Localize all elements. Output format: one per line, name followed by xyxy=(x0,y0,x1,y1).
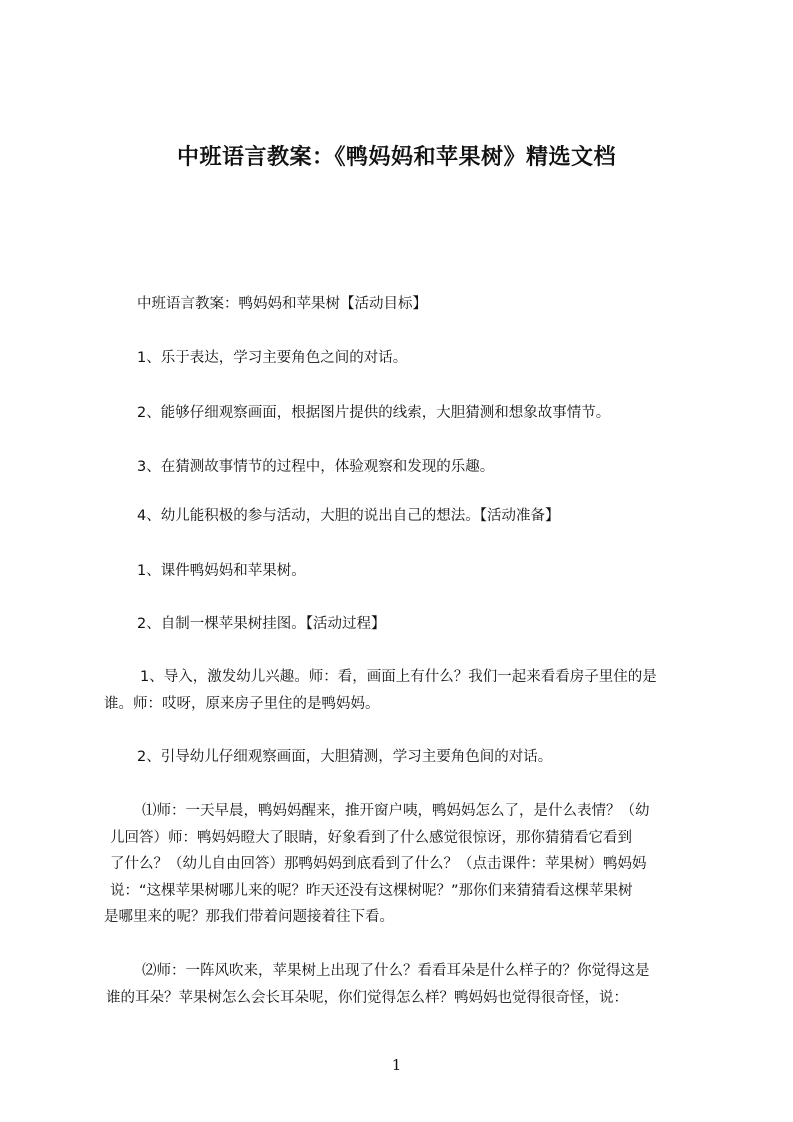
paragraph-step1-line-5: 是哪里来的呢？那我们带着问题接着往下看。 xyxy=(104,909,394,925)
paragraph-prep-1: 1、课件鸭妈妈和苹果树。 xyxy=(137,563,306,579)
paragraph-intro-line-1: 1、导入，激发幼儿兴趣。师：看，画面上有什么？我们一起来看看房子里住的是 xyxy=(140,669,657,685)
paragraph-step1-line-2: 儿回答）师：鸭妈妈瞪大了眼睛，好象看到了什么感觉很惊讶，那你猜猜看它看到 xyxy=(110,830,632,846)
paragraph-objective-3: 3、在猜测故事情节的过程中，体验观察和发现的乐趣。 xyxy=(137,459,495,475)
paragraph-step1-line-3: 了什么？（幼儿自由回答）那鸭妈妈到底看到了什么？（点击课件：苹果树）鸭妈妈 xyxy=(110,856,647,872)
paragraph-prep-2: 2、自制一棵苹果树挂图。【活动过程】 xyxy=(137,616,386,632)
paragraph-step1-line-1: ⑴师：一天早晨，鸭妈妈醒来，推开窗户咦，鸭妈妈怎么了，是什么表情？（幼 xyxy=(142,803,650,819)
paragraph-objectives-heading: 中班语言教案：鸭妈妈和苹果树【活动目标】 xyxy=(137,296,427,312)
paragraph-objective-4: 4、幼儿能积极的参与活动，大胆的说出自己的想法。【活动准备】 xyxy=(137,508,560,524)
page-number: 1 xyxy=(391,1056,402,1074)
document-title: 中班语言教案：《鸭妈妈和苹果树》精选文档 xyxy=(176,145,616,170)
paragraph-step2-line-1: ⑵师：一阵风吹来，苹果树上出现了什么？看看耳朵是什么样子的？你觉得这是 xyxy=(142,963,650,979)
paragraph-step2-line-2: 谁的耳朵？苹果树怎么会长耳朵呢，你们觉得怎么样？鸭妈妈也觉得很奇怪，说： xyxy=(106,990,628,1006)
paragraph-guide: 2、引导幼儿仔细观察画面，大胆猜测，学习主要角色间的对话。 xyxy=(137,749,553,765)
paragraph-intro-line-2: 谁。师：哎呀，原来房子里住的是鸭妈妈。 xyxy=(104,696,380,712)
paragraph-objective-2: 2、能够仔细观察画面，根据图片提供的线索，大胆猜测和想象故事情节。 xyxy=(137,405,611,421)
paragraph-step1-line-4: 说：“这棵苹果树哪儿来的呢？昨天还没有这棵树呢？”那你们来猜猜看这棵苹果树 xyxy=(110,883,633,899)
paragraph-objective-1: 1、乐于表达，学习主要角色之间的对话。 xyxy=(137,350,408,366)
